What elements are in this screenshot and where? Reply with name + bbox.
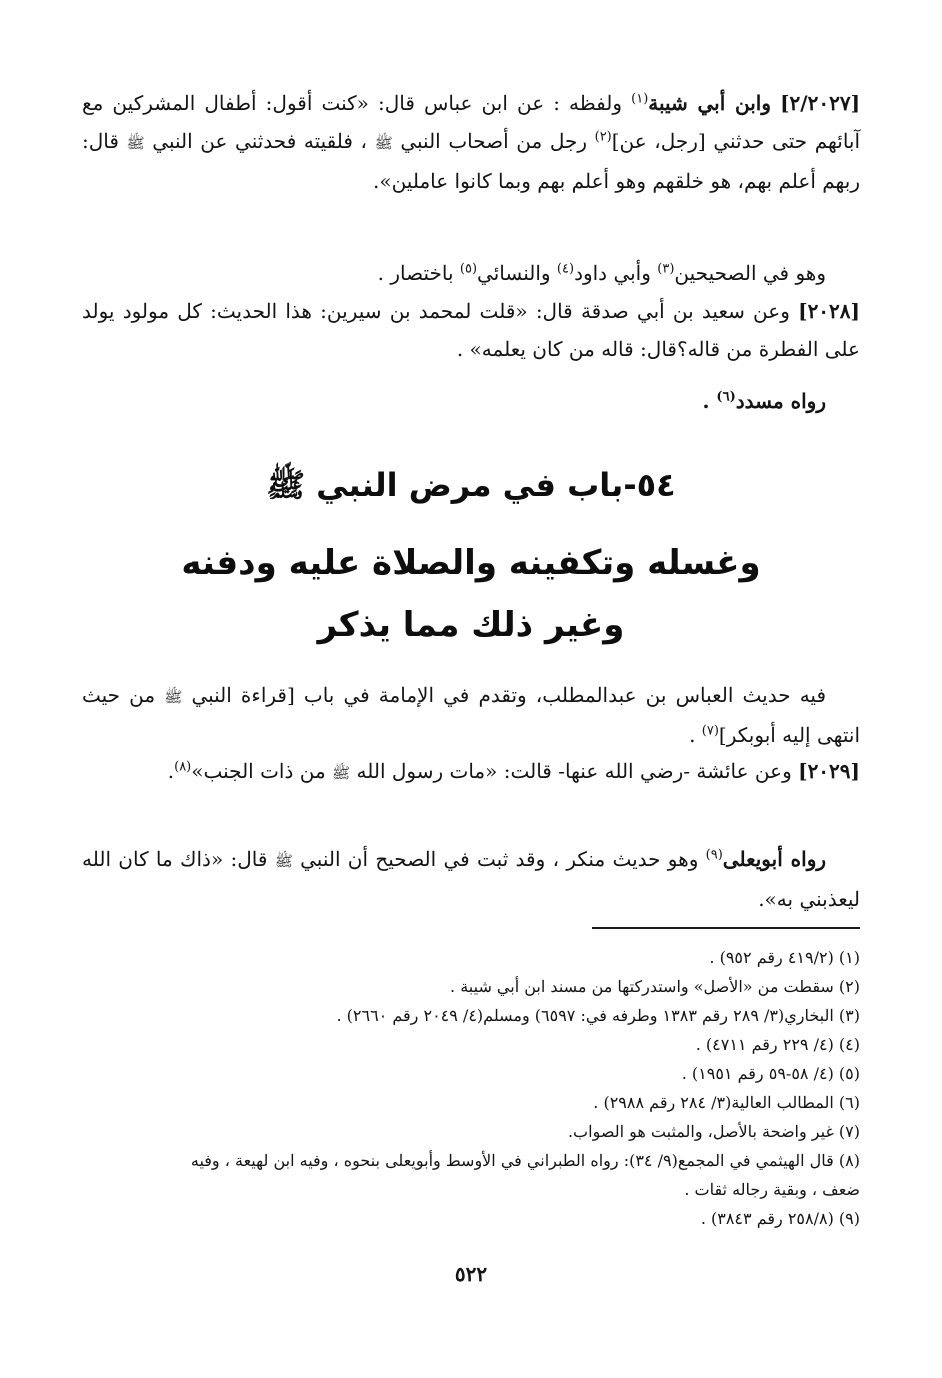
- footnote-8-continuation: ضعف ، وبقية رجاله ثقات .: [684, 1180, 860, 1199]
- salawat-glyph: ﷺ: [332, 764, 351, 782]
- period: .: [167, 759, 175, 783]
- footnote-separator: [592, 927, 860, 929]
- footnote-ref: (٣): [657, 261, 675, 277]
- hadith-number: [٢/٢٠٢٧]: [780, 91, 861, 115]
- footnote-ref: (٧): [701, 723, 719, 739]
- salawat-glyph: ﷺ: [274, 852, 293, 870]
- takhrij-text: باختصار .: [377, 261, 454, 285]
- hadith-text: ولفظه : عن ابن عباس قال: «كنت أقول: أطفال المشركين مع آبائهم حتى حدثني [رجل، عن]: [82, 91, 861, 153]
- takhrij-text: رواه مسدد: [735, 389, 826, 413]
- hadith-2029-paragraph: [82, 752, 860, 792]
- salawat-glyph: ﷺ: [126, 134, 145, 152]
- page-number: ٥٢٢: [454, 1262, 488, 1286]
- intro-text: من حيث انتهى إليه أبوبكر]: [82, 683, 860, 747]
- takhrij-line: [82, 254, 860, 292]
- footnote-7: (٧) غير واضحة بالأصل، والمثبت هو الصواب.: [567, 1122, 860, 1141]
- footnote-3: (٣) البخاري(٣/ ٢٨٩ رقم ١٣٨٣ وطرفه في: ٦٥٩٧) ومسلم(٤/ ٢٠٤٩ رقم ٢٦٦٠) .: [336, 1006, 860, 1025]
- hadith-text: ، فلقيته فحدثني عن النبي: [152, 129, 367, 153]
- footnote-ref: (٢): [594, 129, 612, 145]
- hadith-2027-paragraph: [82, 84, 860, 200]
- hadith-text: من ذات الجنب»: [191, 759, 326, 783]
- footnote-ref: (٩): [705, 847, 723, 863]
- source-ibn-abi-shayba: وابن أبي شيبة: [648, 91, 771, 115]
- hadith-text: وعن سعيد بن أبي صدقة قال: «قلت لمحمد بن سيرين: هذا الحديث: كل مولود يولد على الفطرة من قاله؟قال: قاله من كان يعلمه» .: [82, 299, 860, 361]
- hadith-number: [٢٠٢٨]: [798, 299, 860, 323]
- takhrij-text: والنسائي: [477, 261, 551, 285]
- footnote-6: (٦) المطالب العالية(٣/ ٢٨٤ رقم ٢٩٨٨) .: [593, 1093, 860, 1112]
- salawat-glyph: ﷺ: [374, 134, 393, 152]
- footnote-ref: (٤): [556, 261, 575, 277]
- commentary-paragraph: [82, 840, 860, 918]
- footnote-9: (٩) (٢٥٨/٨ رقم ٣٨٤٣) .: [700, 1209, 860, 1228]
- footnote-ref: (٥): [459, 261, 478, 277]
- footnote-ref: (١): [631, 91, 649, 107]
- musaddad-line: [82, 382, 860, 420]
- takhrij-text: وأبي داود: [574, 261, 651, 285]
- footnote-5: (٥) (٤/ ٥٨-٥٩ رقم ١٩٥١) .: [681, 1064, 860, 1083]
- commentary-text: وهو حديث منكر ، وقد ثبت في الصحيح أن النبي: [300, 847, 699, 871]
- hadith-number: [٢٠٢٩]: [798, 759, 860, 783]
- period: .: [689, 723, 696, 747]
- footnote-2: (٢) سقطت من «الأصل» واستدركتها من مسند ابن أبي شيبة .: [450, 977, 860, 996]
- chapter-intro-paragraph: [82, 676, 860, 754]
- hadith-text: قال: ربهم أعلم بهم، هو خلقهم وهو أعلم بهم وبما كانوا عاملين».: [82, 129, 860, 193]
- hadith-2028-paragraph: [82, 292, 860, 368]
- chapter-subtitle-1: وغسله وتكفينه والصلاة عليه ودفنه: [181, 543, 761, 583]
- intro-text: فيه حديث العباس بن عبدالمطلب، وتقدم في الإمامة في باب [قراءة النبي: [191, 683, 827, 707]
- footnote-4: (٤) (٤/ ٢٢٩ رقم ٤٧١١) .: [695, 1035, 860, 1054]
- takhrij-text: وهو في الصحيحين: [674, 261, 826, 285]
- period: .: [702, 389, 710, 413]
- commentary-text: رواه أبويعلى: [722, 847, 827, 871]
- footnote-1: (١) (٤١٩/٢ رقم ٩٥٢) .: [709, 948, 860, 967]
- hadith-text: وعن عائشة -رضي الله عنها- قالت: «مات رسول الله: [356, 759, 792, 783]
- hadith-text: رجل من أصحاب النبي: [400, 129, 587, 153]
- footnote-ref: (٦): [716, 389, 736, 405]
- footnotes-list: [82, 943, 860, 1233]
- salawat-glyph: ﷺ: [164, 688, 183, 706]
- footnote-8: (٨) قال الهيثمي في المجمع(٩/ ٣٤): رواه الطبراني في الأوسط وأبويعلى بنحوه ، وفيه ابن لهيعة ، وفيه: [190, 1151, 860, 1170]
- chapter-subtitle-2: وغير ذلك مما يذكر: [317, 605, 625, 645]
- chapter-title: ٥٤-باب في مرض النبي ﷺ: [266, 466, 676, 504]
- footnote-ref: (٨): [174, 759, 192, 775]
- commentary-text: قال: «ذاك ما كان الله ليعذبني به».: [82, 847, 860, 911]
